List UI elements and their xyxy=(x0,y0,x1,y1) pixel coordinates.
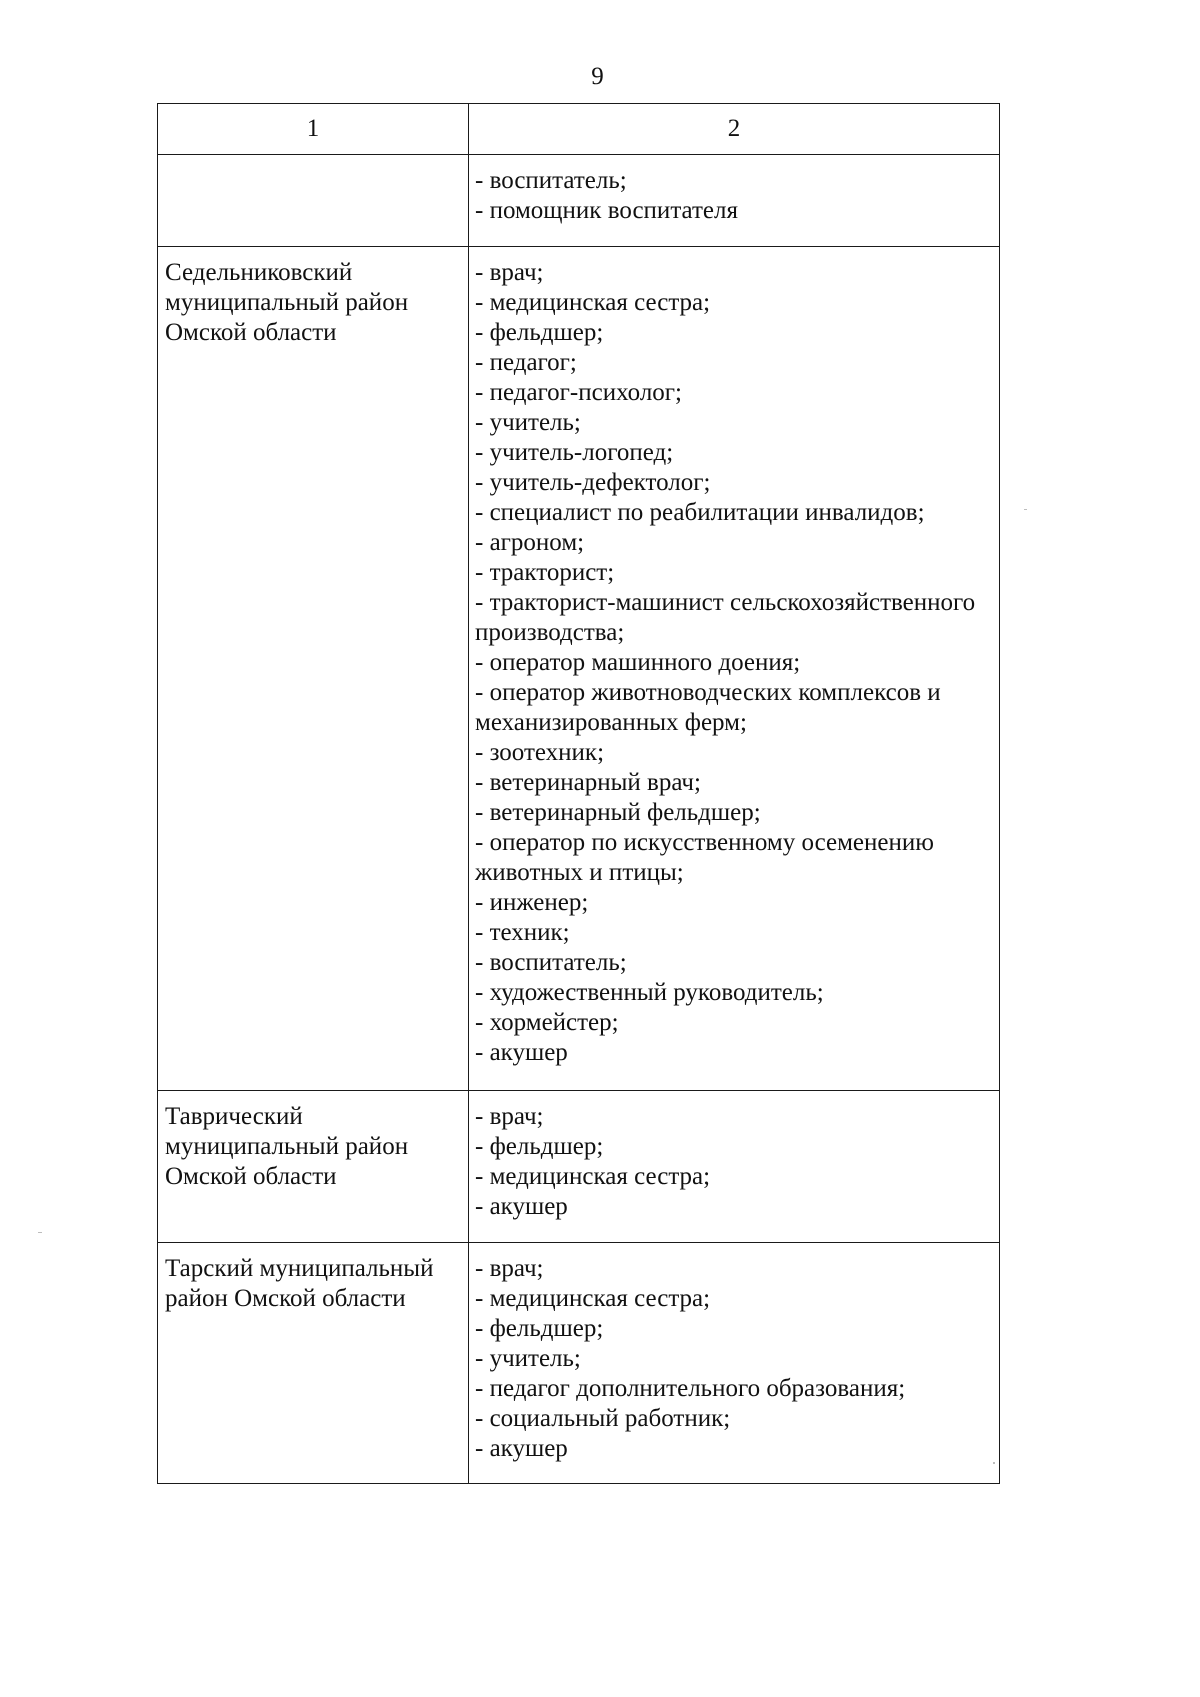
profession-item: - оператор по искусственному осеменению животных и птицы; xyxy=(475,829,934,886)
page-number: 9 xyxy=(591,63,604,90)
professions-cell xyxy=(469,1243,1000,1484)
profession-item: - фельдшер; xyxy=(475,1315,604,1342)
professions-table xyxy=(157,103,1000,1484)
professions-cell xyxy=(469,155,1000,247)
profession-item: - оператор машинного доения; xyxy=(475,649,801,676)
profession-item: - медицинская сестра; xyxy=(475,289,711,316)
profession-item: - воспитатель; xyxy=(475,949,627,976)
profession-item: - ветеринарный врач; xyxy=(475,769,701,796)
table-row-tarsky xyxy=(158,1243,1000,1484)
professions-list xyxy=(475,258,995,1068)
profession-item: - оператор животноводческих комплексов и механизированных ферм; xyxy=(475,679,941,736)
table-row-continuation xyxy=(158,155,1000,247)
professions-list xyxy=(475,1102,995,1222)
region-name: Тарский муниципальный район Омской области xyxy=(165,1255,434,1312)
profession-item: - фельдшер; xyxy=(475,319,604,346)
scan-speck xyxy=(993,1462,995,1464)
profession-item: - медицинская сестра; xyxy=(475,1285,711,1312)
column-number-1: 1 xyxy=(158,104,469,155)
region-cell xyxy=(158,1091,469,1243)
profession-item: - акушер xyxy=(475,1193,568,1220)
profession-item: - ветеринарный фельдшер; xyxy=(475,799,761,826)
profession-item: - инженер; xyxy=(475,889,589,916)
professions-cell xyxy=(469,247,1000,1091)
region-cell-empty xyxy=(158,155,469,247)
profession-item: - учитель; xyxy=(475,409,581,436)
table-row-tavrichesky xyxy=(158,1091,1000,1243)
profession-item: - тракторист-машинист сельскохозяйственного производства; xyxy=(475,589,976,646)
table-row-sedelnikovsky xyxy=(158,247,1000,1091)
profession-item: - акушер xyxy=(475,1435,568,1462)
professions-list xyxy=(475,166,995,226)
profession-item: - врач; xyxy=(475,1103,544,1130)
column-number-2: 2 xyxy=(469,104,1000,155)
profession-item: - педагог дополнительного образования; xyxy=(475,1375,906,1402)
profession-item: - агроном; xyxy=(475,529,585,556)
professions-cell xyxy=(469,1091,1000,1243)
scan-speck xyxy=(38,1232,42,1233)
profession-item: - фельдшер; xyxy=(475,1133,604,1160)
profession-item: - художественный руководитель; xyxy=(475,979,824,1006)
region-cell xyxy=(158,247,469,1091)
scan-speck xyxy=(1024,509,1027,510)
profession-item: - учитель-логопед; xyxy=(475,439,674,466)
profession-item: - социальный работник; xyxy=(475,1405,731,1432)
profession-item: - техник; xyxy=(475,919,570,946)
profession-item: - педагог-психолог; xyxy=(475,379,682,406)
profession-item: - учитель; xyxy=(475,1345,581,1372)
professions-list xyxy=(475,1254,995,1464)
region-cell xyxy=(158,1243,469,1484)
profession-item: - акушер xyxy=(475,1039,568,1066)
profession-item: - педагог; xyxy=(475,349,577,376)
profession-item: - зоотехник; xyxy=(475,739,605,766)
profession-item: - врач; xyxy=(475,1255,544,1282)
profession-item: - хормейстер; xyxy=(475,1009,619,1036)
profession-item: - помощник воспитателя xyxy=(475,197,738,224)
profession-item: - специалист по реабилитации инвалидов; xyxy=(475,499,925,526)
profession-item: - учитель-дефектолог; xyxy=(475,469,711,496)
region-name: Седельниковский муниципальный район Омской области xyxy=(165,259,409,346)
profession-item: - тракторист; xyxy=(475,559,615,586)
profession-item: - медицинская сестра; xyxy=(475,1163,711,1190)
region-name: Таврический муниципальный район Омской области xyxy=(165,1103,409,1190)
table-header-row xyxy=(158,104,1000,155)
profession-item: - врач; xyxy=(475,259,544,286)
profession-item: - воспитатель; xyxy=(475,167,627,194)
